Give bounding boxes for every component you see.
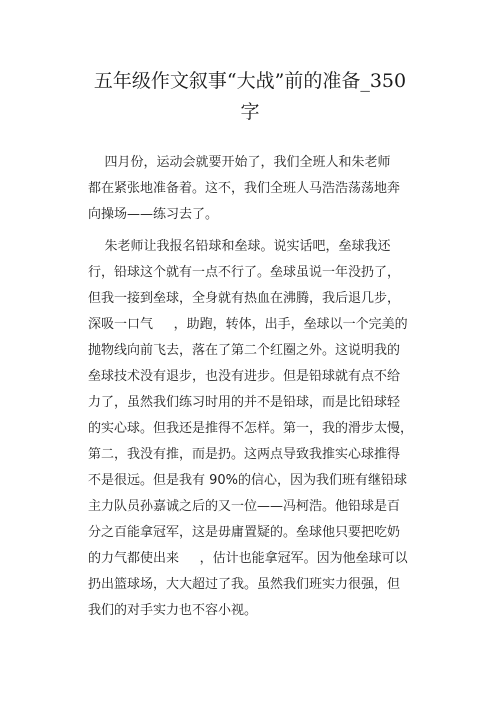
paragraph-line: 第二，我没有推，而是扔。这两点导致我推实心球推得 [88, 447, 401, 462]
paragraph-line: 的力气都使出来 ，估计也能拿冠军。因为他垒球可以 [88, 551, 408, 566]
paragraph-line: 行，铅球这个就有一点不行了。垒球虽说一年没扔了， [88, 265, 401, 280]
paragraph-line: 深吸一口气 ，助跑，转体，出手，垒球以一个完美的 [88, 317, 408, 332]
paragraph-2 [88, 234, 418, 624]
paragraph-line: 不是很远。但是我有 90%的信心，因为我们班有继铅球 [88, 473, 408, 488]
paragraph-line: 我们的对手实力也不容小视。 [88, 603, 258, 618]
paragraph-line: 向操场——练习去了。 [88, 207, 219, 222]
paragraph-line: 分之百能拿冠军，这是毋庸置疑的。垒球他只要把吃奶 [88, 525, 401, 540]
paragraph-line: 都在紧张地准备着。这不，我们全班人马浩浩荡荡地奔 [88, 181, 401, 196]
document-body [88, 150, 418, 624]
title-line-2: 字 [240, 101, 260, 123]
paragraph-line: 扔出篮球场，大大超过了我。虽然我们班实力很强，但 [88, 577, 401, 592]
paragraph-line: 垒球技术没有退步，也没有进步。但是铅球就有点不给 [88, 369, 401, 384]
paragraph-line: 朱老师让我报名铅球和垒球。说实话吧，垒球我还 [88, 239, 391, 254]
paragraph-1 [88, 150, 418, 228]
title-line-1: 五年级作文叙事“大战”前的准备_350 [93, 70, 407, 92]
paragraph-line: 主力队员孙嘉诚之后的又一位——冯柯浩。他铅球是百 [88, 499, 401, 514]
paragraph-line: 四月份，运动会就要开始了，我们全班人和朱老师 [88, 155, 391, 170]
paragraph-line: 的实心球。但我还是推得不怎样。第一，我的滑步太慢， [88, 421, 414, 436]
paragraph-line: 抛物线向前飞去，落在了第二个红圈之外。这说明我的 [88, 343, 401, 358]
document-title [70, 66, 430, 128]
paragraph-line: 但我一接到垒球，全身就有热血在沸腾，我后退几步， [88, 291, 401, 306]
paragraph-line: 力了，虽然我们练习时用的并不是铅球，而是比铅球轻 [88, 395, 401, 410]
